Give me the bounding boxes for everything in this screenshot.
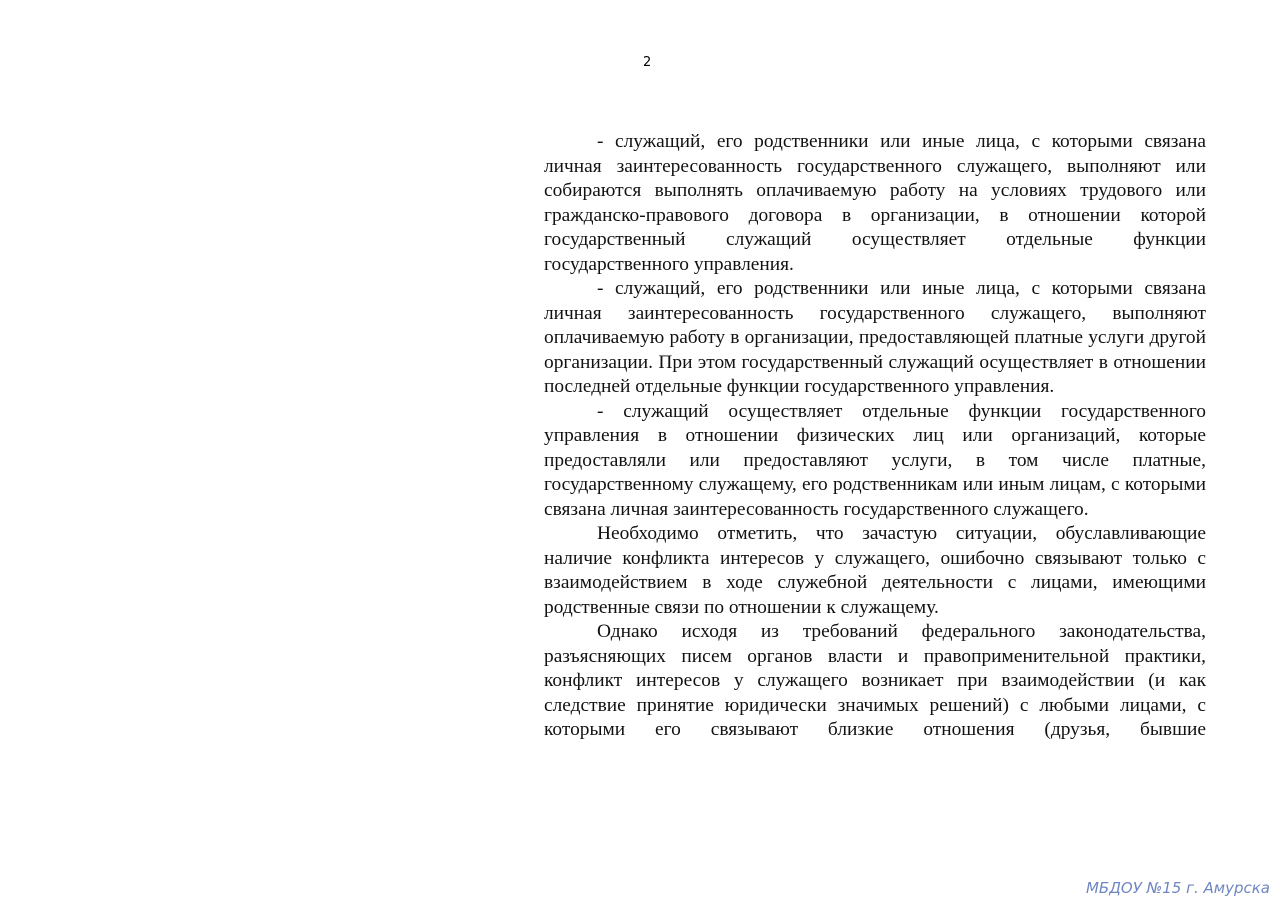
- paragraph-5: Однако исходя из требований федерального законодательства, разъясняющих писем органов власти и правоприменительной практики, конфликт интересов у служащего возникает при взаимодействии (и как следствие принятие юридически значимых решений) с любыми лицами, с которыми его связывают близкие отношения (друзья, бывшие: [544, 621, 1206, 740]
- paragraph-2: - служащий, его родственники или иные лица, с которыми связана личная заинтересованность государственного служащего, выполняют оплачиваемую работу в организации, предоставляющей платные услуги другой организации. При этом государственный служащий осуществляет в отношении последней отдельные функции государственного управления.: [544, 278, 1206, 397]
- watermark: МБДОУ №15 г. Амурска: [1085, 879, 1270, 897]
- paragraph-4: Необходимо отметить, что зачастую ситуации, обуславливающие наличие конфликта интересов у служащего, ошибочно связывают только с взаимодействием в ходе служебной деятельности с лицами, имеющими родственные связи по отношении к служащему.: [544, 523, 1206, 618]
- document-body: [544, 130, 1206, 743]
- page-number: 2: [643, 55, 652, 70]
- paragraph-1: - служащий, его родственники или иные лица, с которыми связана личная заинтересованность государственного служащего, выполняют или собираются выполнять оплачиваемую работу на условиях трудового или гражданско-правового договора в организации, в отношении которой государственный служащий осуществляет отдельные функции государственного управления.: [544, 131, 1206, 275]
- paragraph-3: - служащий осуществляет отдельные функции государственного управления в отношении физических лиц или организаций, которые предоставляли или предоставляют услуги, в том числе платные, государственному служащему, его родственникам или иным лицам, с которыми связана личная заинтересованность государственного служащего.: [544, 400, 1206, 520]
